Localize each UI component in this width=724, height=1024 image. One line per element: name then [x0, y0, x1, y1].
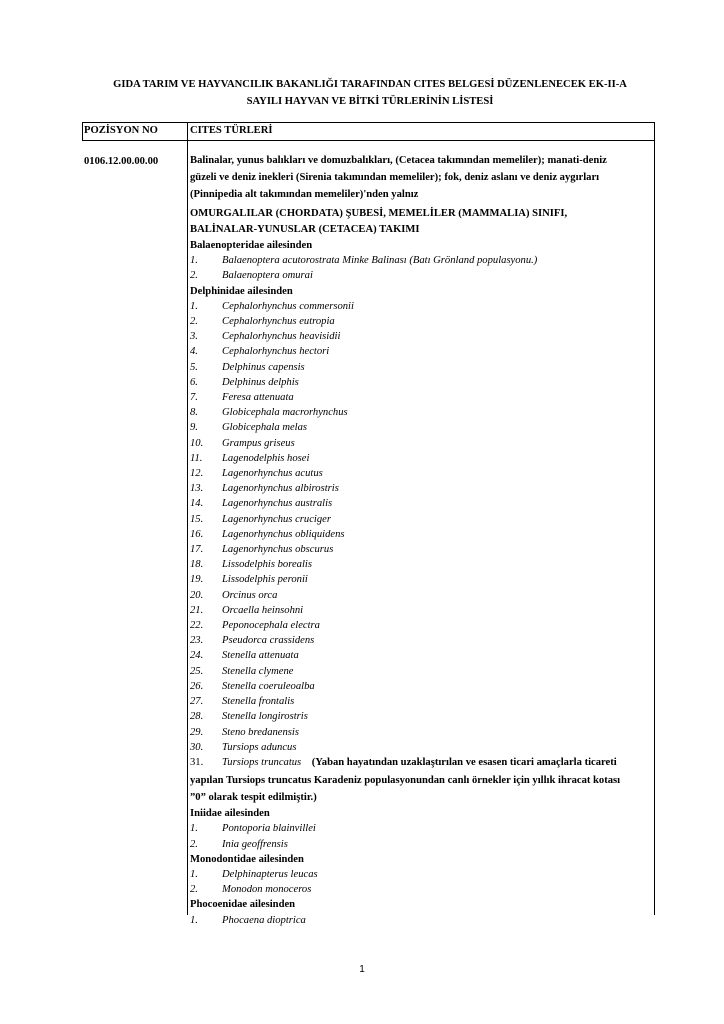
- species-number: 12.: [190, 468, 204, 480]
- species-number: 31.: [190, 756, 204, 768]
- species-number: 3.: [190, 331, 198, 343]
- species-number: 22.: [190, 620, 204, 632]
- species-item: [190, 390, 652, 405]
- species-name: Pseudorca crassidens: [222, 635, 315, 647]
- species-number: 18.: [190, 559, 204, 571]
- species-item: [190, 867, 652, 882]
- species-number: 20.: [190, 589, 204, 601]
- species-name: Phocaena dioptrica: [222, 914, 306, 926]
- species-item: [190, 821, 652, 836]
- species-number: 29.: [190, 726, 204, 738]
- description: [190, 152, 652, 203]
- species-name: Grampus griseus: [222, 437, 295, 449]
- species-item: [190, 603, 652, 618]
- species-item: [190, 527, 652, 542]
- species-number: 2.: [190, 884, 198, 896]
- species-item: [190, 268, 652, 283]
- species-name: Tursiops aduncus: [222, 741, 297, 753]
- species-item: [190, 405, 652, 420]
- species-name: Stenella attenuata: [222, 650, 299, 662]
- family-heading-balaenopteridae: Balaenopteridae ailesinden: [190, 240, 313, 251]
- species-number: 11.: [190, 452, 203, 464]
- species-name: Tursiops truncatus: [222, 756, 302, 768]
- species-list-delphinidae: [190, 299, 652, 755]
- table-top-border: [82, 122, 655, 123]
- species-name: Balaenoptera acutorostrata Minke Balinası (Batı Grönland populasyonu.): [222, 255, 538, 267]
- species-item: [190, 913, 652, 928]
- species-number: 26.: [190, 680, 204, 692]
- species-name: Lissodelphis peronii: [222, 574, 308, 586]
- species-name: Lagenodelphis hosei: [222, 452, 310, 464]
- species-item: [190, 740, 652, 755]
- species-item: [190, 755, 652, 770]
- species-item: [190, 709, 652, 724]
- species-item: [190, 882, 652, 897]
- species-note-line: yapılan Tursiops truncatus Karadeniz populasyonundan canlı örnekler için yıllık ihracat kotası: [190, 775, 621, 787]
- species-item: [190, 648, 652, 663]
- species-item: [190, 253, 652, 268]
- species-item: [190, 436, 652, 451]
- species-list-iniidae: [190, 821, 652, 851]
- header-bottom-border: [82, 140, 655, 141]
- taxonomy-section: [190, 206, 652, 238]
- species-name: Lagenorhynchus acutus: [222, 468, 323, 480]
- species-name: Peponocephala electra: [222, 620, 320, 632]
- species-name: Cephalorhynchus eutropia: [222, 316, 335, 328]
- species-name: Globicephala melas: [222, 422, 308, 434]
- species-number: 7.: [190, 392, 198, 404]
- family-heading-delphinidae: Delphinidae ailesinden: [190, 285, 293, 297]
- species-name: Lagenorhynchus obscurus: [222, 544, 334, 556]
- species-number: 1.: [190, 914, 198, 926]
- species-name: Balaenoptera omurai: [222, 270, 313, 282]
- species-number: 1.: [190, 823, 198, 835]
- species-number: 8.: [190, 407, 198, 419]
- species-list-balaenopteridae: [190, 253, 652, 283]
- species-name: Steno bredanensis: [222, 726, 299, 738]
- species-number: 24.: [190, 650, 204, 662]
- species-name: Lagenorhynchus australis: [222, 498, 333, 510]
- species-number: 6.: [190, 376, 198, 388]
- species-item: [190, 420, 652, 435]
- species-number: 23.: [190, 635, 204, 647]
- species-number: 2.: [190, 270, 198, 282]
- species-list-monodontidae: [190, 867, 652, 897]
- species-list-phocoenidae: [190, 913, 652, 928]
- species-item: [190, 512, 652, 527]
- species-item: [190, 329, 652, 344]
- species-name: Lagenorhynchus obliquidens: [222, 528, 345, 540]
- species-number: 1.: [190, 300, 198, 312]
- species-number: 28.: [190, 711, 204, 723]
- species-item: [190, 481, 652, 496]
- species-name: Globicephala macrorhynchus: [222, 407, 348, 419]
- species-name: Stenella clymene: [222, 665, 294, 677]
- species-name: Pontoporia blainvillei: [222, 823, 316, 835]
- species-name: Stenella coeruleoalba: [222, 680, 315, 692]
- species-item: [190, 837, 652, 852]
- species-number: 17.: [190, 544, 204, 556]
- left-border: [82, 122, 83, 141]
- species-name: Lagenorhynchus albirostris: [222, 483, 339, 495]
- species-number: 16.: [190, 528, 204, 540]
- right-border: [654, 122, 655, 915]
- species-name: Orcinus orca: [222, 589, 278, 601]
- species-name: Monodon monoceros: [222, 884, 312, 896]
- section-line: OMURGALILAR (CHORDATA) ŞUBESİ, MEMELİLER (MAMMALIA) SINIFI,: [190, 208, 568, 219]
- species-item: [190, 557, 652, 572]
- position-number: 0106.12.00.00.00: [84, 156, 159, 167]
- column-divider: [187, 122, 188, 915]
- document-title: [60, 76, 680, 110]
- description-line: (Pinnipedia alt takımından memeliler)'nden yalnız: [190, 189, 419, 200]
- species-item: [190, 344, 652, 359]
- species-item: [190, 542, 652, 557]
- species-name: Lagenorhynchus cruciger: [222, 513, 331, 525]
- species-number: 15.: [190, 513, 204, 525]
- species-number: 25.: [190, 665, 204, 677]
- species-column: [190, 152, 652, 928]
- species-item: [190, 694, 652, 709]
- species-item: [190, 618, 652, 633]
- species-item: [190, 496, 652, 511]
- species-number: 19.: [190, 574, 204, 586]
- species-name: Stenella longirostris: [222, 711, 308, 723]
- species-number: 10.: [190, 437, 204, 449]
- species-item: [190, 572, 652, 587]
- species-item: [190, 664, 652, 679]
- species-number: 27.: [190, 696, 204, 708]
- species-name: Delphinus capensis: [222, 361, 305, 373]
- species-item: [190, 360, 652, 375]
- species-number: 9.: [190, 422, 198, 434]
- description-line: Balinalar, yunus balıkları ve domuzbalıkları, (Cetacea takımından memeliler); manati-deniz: [190, 155, 607, 166]
- species-name: Cephalorhynchus heavisidii: [222, 331, 341, 343]
- species-name: Inia geoffrensis: [222, 838, 288, 850]
- species-item: [190, 725, 652, 740]
- species-name: Orcaella heinsohni: [222, 604, 304, 616]
- species-item: [190, 314, 652, 329]
- species-number: 4.: [190, 346, 198, 358]
- species-item: [190, 375, 652, 390]
- species-item: [190, 633, 652, 648]
- species-note-line: ”0” olarak tespit edilmiştir.): [190, 792, 317, 804]
- header-cites-species: CITES TÜRLERİ: [190, 125, 273, 136]
- page-number: 1: [359, 964, 365, 975]
- species-item: [190, 588, 652, 603]
- species-item: [190, 299, 652, 314]
- cites-table: [82, 122, 655, 926]
- species-number: 14.: [190, 498, 204, 510]
- species-number: 5.: [190, 361, 198, 373]
- species-name: Cephalorhynchus commersonii: [222, 300, 354, 312]
- species-item: [190, 679, 652, 694]
- species-name: Lissodelphis borealis: [222, 559, 312, 571]
- species-number: 30.: [190, 741, 204, 753]
- species-number: 13.: [190, 483, 204, 495]
- species-number: 1.: [190, 255, 198, 267]
- title-line-1: GIDA TARIM VE HAYVANCILIK BAKANLIĞI TARAFINDAN CITES BELGESİ DÜZENLENECEK EK-II-A: [113, 79, 627, 90]
- title-line-2: SAYILI HAYVAN VE BİTKİ TÜRLERİNİN LİSTESİ: [246, 96, 494, 107]
- species-item: [190, 466, 652, 481]
- species-number: 1.: [190, 868, 198, 880]
- species-item: [190, 451, 652, 466]
- species-number: 2.: [190, 838, 198, 850]
- family-heading-monodontidae: Monodontidae ailesinden: [190, 853, 304, 865]
- family-heading-iniidae: Iniidae ailesinden: [190, 808, 270, 820]
- section-line: BALİNALAR-YUNUSLAR (CETACEA) TAKIMI: [190, 224, 420, 235]
- species-name: Cephalorhynchus hectori: [222, 346, 330, 358]
- species-note: (Yaban hayatından uzaklaştırılan ve esasen ticari amaçlarla ticareti: [311, 756, 617, 768]
- description-line: güzeli ve deniz inekleri (Sirenia takımından memeliler); fok, deniz aslanı ve deniz aygırları: [190, 172, 600, 183]
- header-position-no: POZİSYON NO: [84, 125, 158, 136]
- species-number: 21.: [190, 604, 204, 616]
- species-name: Stenella frontalis: [222, 696, 295, 708]
- species-name: Delphinapterus leucas: [222, 868, 318, 880]
- species-name: Feresa attenuata: [222, 392, 294, 404]
- species-name: Delphinus delphis: [222, 376, 299, 388]
- family-heading-phocoenidae: Phocoenidae ailesinden: [190, 899, 296, 911]
- species-number: 2.: [190, 316, 198, 328]
